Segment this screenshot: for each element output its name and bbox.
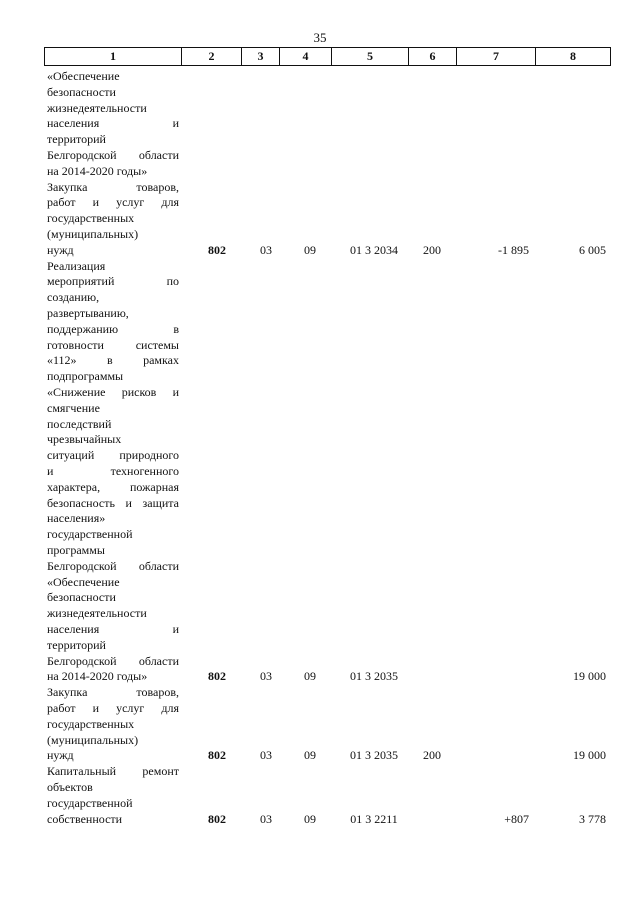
cell-col-3: 03 [260, 811, 272, 826]
cell-col-8: 6 005 [579, 242, 606, 257]
description-line: жизнедеятельности [47, 606, 147, 621]
description-line: Закупка товаров, [47, 179, 179, 194]
description-line: территорий [47, 637, 106, 652]
description-line: «Обеспечение [47, 69, 120, 83]
description-line: «112» в рамках [47, 353, 179, 368]
description-line: безопасность и защита [47, 495, 179, 510]
description-line: Реализация [47, 258, 106, 273]
description-line: Белгородской области [47, 558, 179, 573]
description-line: мероприятий по [47, 274, 179, 289]
description-line: программы [47, 542, 105, 557]
cell-col-7: -1 895 [498, 242, 529, 257]
cell-col-6: 200 [423, 242, 441, 257]
cell-col-2: 802 [208, 811, 226, 826]
table-row [47, 259, 610, 686]
description-line: на 2014-2020 годы» [47, 163, 148, 178]
cell-col-8: 3 778 [579, 811, 606, 826]
cell-col-4: 09 [304, 669, 316, 684]
description-line: государственных [47, 716, 135, 731]
row-description [47, 69, 179, 180]
description-line: жизнедеятельности [47, 100, 147, 115]
column-header-3: 3 [242, 48, 280, 66]
cell-col-8: 19 000 [573, 748, 606, 763]
description-line: развертыванию, [47, 305, 129, 320]
cell-col-4: 09 [304, 811, 316, 826]
description-line: поддержанию в [47, 321, 179, 336]
cell-col-7: +807 [504, 811, 529, 826]
description-line: и техногенного [47, 463, 179, 478]
column-header-2: 2 [182, 48, 242, 66]
description-line: ситуаций природного [47, 448, 179, 463]
row-description [47, 685, 179, 764]
column-header-4: 4 [280, 48, 332, 66]
description-line: «Обеспечение [47, 574, 120, 589]
cell-col-5: 01 3 2035 [350, 669, 398, 684]
table-row [47, 180, 610, 259]
cell-col-8: 19 000 [573, 669, 606, 684]
description-line: на 2014-2020 годы» [47, 669, 148, 684]
description-line: Белгородской области [47, 653, 179, 668]
cell-col-2: 802 [208, 242, 226, 257]
cell-col-2: 802 [208, 748, 226, 763]
cell-col-5: 01 3 2211 [350, 811, 398, 826]
row-description [47, 180, 179, 259]
description-line: характера, пожарная [47, 479, 179, 494]
page-number: 35 [313, 30, 327, 45]
table-row [47, 69, 610, 180]
column-header-1: 1 [45, 48, 182, 66]
column-header-6: 6 [409, 48, 457, 66]
description-line: «Снижение рисков и [47, 384, 179, 399]
description-line: населения и [47, 116, 179, 131]
cell-col-3: 03 [260, 748, 272, 763]
column-header-table [44, 47, 611, 66]
table-row [47, 685, 610, 764]
column-header-5: 5 [332, 48, 409, 66]
description-line: безопасности [47, 590, 116, 605]
description-line: работ и услуг для [47, 195, 179, 210]
description-line: (муниципальных) [47, 226, 139, 241]
description-line: объектов [47, 779, 93, 794]
column-header-8: 8 [536, 48, 611, 66]
description-line: населения и [47, 621, 179, 636]
description-line: населения» [47, 511, 106, 526]
description-line: территорий [47, 132, 106, 147]
table-row [47, 764, 610, 827]
column-header-7: 7 [457, 48, 536, 66]
cell-col-3: 03 [260, 242, 272, 257]
description-line: смягчение [47, 400, 100, 415]
cell-col-4: 09 [304, 748, 316, 763]
description-line: (муниципальных) [47, 732, 139, 747]
row-description [47, 764, 179, 827]
description-line: государственных [47, 211, 135, 226]
description-line: чрезвычайных [47, 432, 122, 447]
column-header-row [45, 48, 611, 66]
description-line: Капитальный ремонт [47, 764, 179, 779]
description-line: работ и услуг для [47, 700, 179, 715]
description-line: собственности [47, 811, 123, 826]
description-line: нужд [47, 242, 74, 257]
description-line: Белгородской области [47, 147, 179, 162]
description-line: безопасности [47, 84, 116, 99]
description-line: последствий [47, 416, 112, 431]
description-line: готовности системы [47, 337, 179, 352]
cell-col-3: 03 [260, 669, 272, 684]
cell-col-4: 09 [304, 242, 316, 257]
description-line: государственной [47, 795, 133, 810]
description-line: Закупка товаров, [47, 685, 179, 700]
cell-col-2: 802 [208, 669, 226, 684]
row-description [47, 259, 179, 686]
description-line: созданию, [47, 290, 100, 305]
cell-col-5: 01 3 2034 [350, 242, 398, 257]
description-line: нужд [47, 748, 74, 763]
cell-col-6: 200 [423, 748, 441, 763]
description-line: подпрограммы [47, 369, 124, 384]
cell-col-5: 01 3 2035 [350, 748, 398, 763]
description-line: государственной [47, 527, 133, 542]
